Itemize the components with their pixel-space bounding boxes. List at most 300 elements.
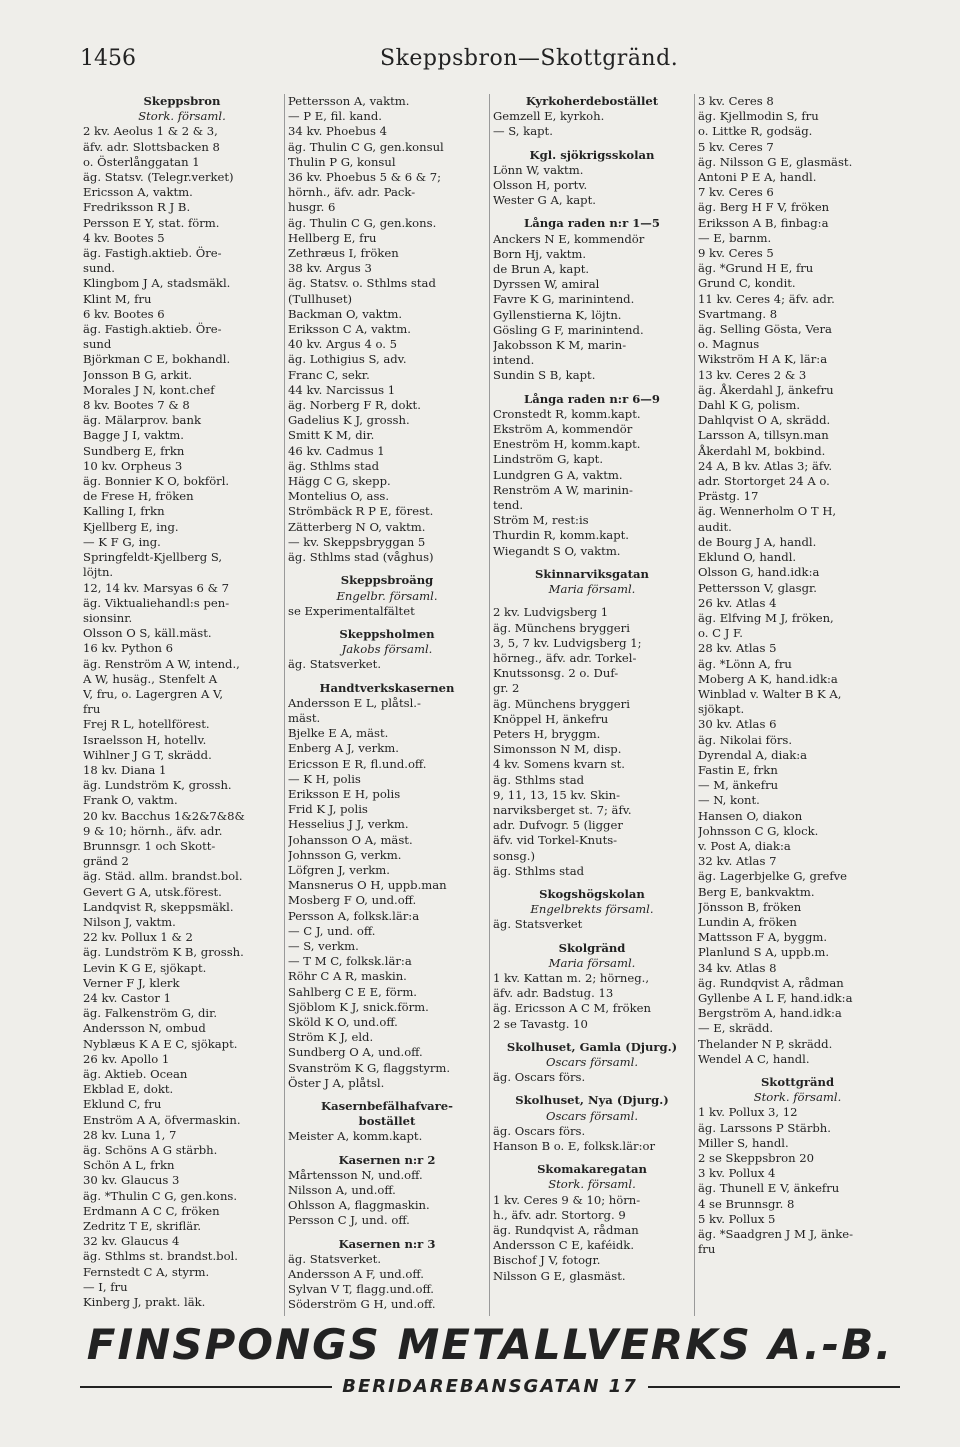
directory-entry: äg. Sthlms stad: [493, 863, 585, 878]
directory-entry: Ekström A, kommendör: [493, 422, 633, 437]
directory-entry: 16 kv. Python 6: [83, 641, 173, 656]
directory-entry: Moberg A K, hand.idk:a: [698, 671, 838, 686]
directory-entry: Wihlner J G T, skrädd.: [83, 747, 212, 762]
directory-entry: 3 kv. Ceres 8: [698, 94, 774, 108]
advertisement-company: FINSPONGS METALLVERKS A.-B.: [86, 1320, 894, 1369]
directory-entry: Ericsson E R, fl.und.off.: [288, 756, 427, 771]
directory-entry: Johnsson G, verkm.: [288, 847, 402, 862]
directory-entry: Mårtensson N, und.off.: [288, 1167, 423, 1182]
directory-entry: tend.: [493, 498, 524, 513]
directory-entry: Fredriksson R J B.: [83, 200, 191, 215]
directory-entry: äg. Bonnier K O, bokförl.: [83, 474, 230, 489]
directory-entry: Larsson A, tillsyn.man: [698, 428, 829, 443]
directory-entry: Dyrssen W, amiral: [493, 277, 600, 292]
directory-entry: Kasernen n:r 2: [338, 1152, 436, 1167]
directory-entry: 1 kv. Kattan m. 2; hörneg.,: [493, 970, 650, 985]
directory-entry: äg. Kjellmodin S, fru: [698, 109, 819, 124]
directory-entry: Renström A W, marinin-: [493, 482, 633, 497]
directory-entry: [493, 879, 691, 887]
directory-entry: Jakobs församl.: [341, 642, 433, 657]
directory-entry: Oscars församl.: [545, 1108, 639, 1123]
directory-entry: Jonsson B G, arkit.: [83, 367, 193, 382]
directory-entry: Verner F J, klerk: [83, 975, 180, 990]
directory-entry: Prästg. 17: [698, 489, 759, 504]
directory-entry: Thurdin R, komm.kapt.: [493, 528, 629, 543]
directory-entry: Eriksson C A, vaktm.: [288, 322, 411, 337]
directory-entry: äg. Thulin C G, gen.konsul: [288, 139, 444, 154]
directory-entry: V, fru, o. Lagergren A V,: [83, 686, 224, 701]
directory-entry: äg. *Lönn A, fru: [698, 656, 792, 671]
directory-entry: 10 kv. Orpheus 3: [83, 458, 183, 473]
directory-entry: narviksberget st. 7; äfv.: [493, 802, 632, 817]
directory-entry: Röhr C A R, maskin.: [288, 969, 407, 984]
directory-entry: Öster J A, plåtsl.: [288, 1075, 385, 1090]
directory-entry: Knutssonsg. 2 o. Duf-: [493, 666, 619, 681]
directory-entry: 26 kv. Atlas 4: [698, 595, 777, 610]
directory-entry: (Tullhuset): [288, 291, 353, 306]
directory-entry: de Frese H, fröken: [83, 489, 194, 504]
directory-entry: äg. Oscars förs.: [493, 1123, 586, 1138]
directory-entry: äg. Åkerdahl J, änkefru: [698, 382, 834, 397]
directory-entry: Mosberg F O, und.off.: [288, 893, 417, 908]
directory-entry: Born Hj, vaktm.: [493, 246, 587, 261]
directory-entry: 46 kv. Cadmus 1: [288, 443, 385, 458]
directory-entry: äg. Rundqvist A, rådman: [493, 1223, 639, 1238]
directory-entry: [493, 208, 691, 216]
directory-entry: Lundin A, fröken: [698, 914, 797, 929]
directory-entry: Bjelke E A, mäst.: [288, 726, 389, 741]
directory-entry: äg. Rundqvist A, rådman: [698, 975, 844, 990]
advertisement-rule-left: [80, 1386, 332, 1388]
directory-entry: Wikström H A K, lär:a: [698, 352, 828, 367]
directory-entry: äg. Aktieb. Ocean: [83, 1067, 188, 1081]
directory-entry: Miller S, handl.: [698, 1135, 789, 1150]
directory-entry: sund.: [83, 261, 115, 276]
directory-entry: Persson E Y, stat. förm.: [83, 215, 220, 230]
directory-entry: Andersson N, ombud: [83, 1021, 206, 1036]
directory-entry: Svanström K G, flaggstyrm.: [288, 1060, 451, 1075]
directory-entry: [493, 933, 691, 941]
directory-entry: äg. Sthlms stad: [493, 772, 585, 787]
directory-entry: äg. Sthlms stad (våghus): [288, 550, 434, 565]
directory-entry: Skolhuset, Gamla (Djurg.): [506, 1039, 678, 1054]
directory-entry: Ström K J, eld.: [288, 1030, 374, 1045]
directory-entry: äg. Falkenström G, dir.: [83, 1006, 218, 1021]
directory-entry: — T M C, folksk.lär:a: [288, 954, 412, 969]
directory-entry: Ström M, rest:is: [493, 513, 589, 528]
directory-entry: — M, änkefru: [698, 778, 779, 793]
directory-entry: Levin K G E, sjökapt.: [83, 960, 207, 975]
directory-entry: Stork. församl.: [138, 109, 226, 124]
directory-entry: Antoni P E A, handl.: [698, 170, 817, 185]
directory-entry: äg. Lagerbjelke G, grefve: [698, 869, 848, 884]
directory-entry: Gyllenbe A L F, hand.idk:a: [698, 990, 853, 1005]
directory-entry: Sylvan V T, flagg.und.off.: [288, 1282, 434, 1297]
directory-entry: 28 kv. Luna 1, 7: [83, 1127, 177, 1142]
directory-entry: Gevert G A, utsk.förest.: [83, 884, 222, 899]
directory-entry: Ohlsson A, flaggmaskin.: [288, 1198, 430, 1213]
directory-entry: Handtverkskasernen: [319, 680, 455, 695]
directory-entry: husgr. 6: [288, 200, 336, 215]
directory-entry: Bagge J I, vaktm.: [83, 428, 184, 443]
directory-entry: Landqvist R, skeppsmäkl.: [83, 899, 234, 914]
directory-entry: äg. Statsverket: [493, 917, 583, 932]
directory-entry: 12, 14 kv. Marsyas 6 & 7: [83, 580, 229, 595]
directory-entry: 44 kv. Narcissus 1: [288, 382, 396, 397]
directory-entry: äfv. vid Torkel-Knuts-: [493, 833, 618, 848]
directory-entry: — K H, polis: [288, 771, 361, 786]
directory-entry: 6 kv. Bootes 6: [83, 306, 165, 321]
directory-entry: Zethræus I, fröken: [288, 246, 399, 261]
directory-entry: Smitt K M, dir.: [288, 428, 375, 443]
directory-entry: Nyblæus K A E C, sjökapt.: [83, 1036, 238, 1051]
directory-entry: Hesselius J J, verkm.: [288, 817, 409, 832]
directory-entry: — E, skrädd.: [698, 1021, 774, 1036]
directory-entry: [288, 1145, 486, 1153]
page-number: 1456: [80, 46, 136, 71]
directory-entry: 26 kv. Apollo 1: [83, 1051, 170, 1066]
directory-entry: äg. Statsverket.: [288, 657, 382, 672]
directory-entry: Andersson C E, kaféidk.: [493, 1238, 635, 1253]
directory-entry: — E, barnm.: [698, 230, 772, 245]
directory-entry: [493, 1154, 691, 1162]
advertisement-address-row: [80, 1376, 900, 1397]
directory-entry: äg. Berg H F V, fröken: [698, 200, 830, 215]
directory-entry: Gösling G F, marinintend.: [493, 322, 644, 337]
directory-entry: Sahlberg C E E, förm.: [288, 984, 417, 999]
advertisement-address: BERIDAREBANSGATAN 17: [342, 1376, 638, 1397]
directory-entry: äfv. adr. Badstug. 13: [493, 986, 614, 1001]
directory-entry: Sundberg E, frkn: [83, 443, 185, 458]
directory-entry: Wester G A, kapt.: [493, 193, 596, 208]
directory-entry: Simonsson N M, disp.: [493, 742, 622, 757]
directory-entry: Åkerdahl M, bokbind.: [698, 443, 826, 458]
directory-entry: Mattsson F A, byggm.: [698, 930, 828, 945]
directory-entry: Gyllenstierna K, löjtn.: [493, 307, 622, 322]
directory-entry: Maria församl.: [548, 582, 636, 597]
directory-entry: Skomakaregatan: [537, 1162, 647, 1177]
directory-entry: — S, verkm.: [288, 938, 359, 953]
directory-entry: Kgl. sjökrigsskolan: [529, 147, 655, 162]
directory-entry: Gadelius K J, grossh.: [288, 413, 410, 428]
directory-entry: Grund C, kondit.: [698, 276, 796, 291]
directory-entry: Kasernbefälhafvare-: [321, 1099, 453, 1113]
directory-entry: Kalling I, frkn: [83, 504, 165, 519]
directory-entry: 2 se Tavastg. 10: [493, 1016, 588, 1031]
advertisement-rule-right: [648, 1386, 900, 1388]
directory-entry: Eklund C, fru: [83, 1097, 162, 1112]
directory-entry: Löfgren J, verkm.: [288, 862, 390, 877]
directory-entry: Thelander N P, skrädd.: [698, 1036, 833, 1051]
directory-entry: Anckers N E, kommendör: [493, 231, 645, 246]
directory-entry: [493, 140, 691, 148]
directory-entry: Skeppsbron: [143, 94, 221, 108]
directory-entry: Kyrkoherdebostället: [525, 94, 659, 108]
directory-entry: Bergström A, hand.idk:a: [698, 1006, 842, 1021]
directory-entry: Sjöblom K J, snick.förm.: [288, 999, 429, 1014]
directory-entry: 24 A, B kv. Atlas 3; äfv.: [698, 458, 833, 473]
directory-entry: äg. Statsv. o. Sthlms stad: [288, 276, 436, 291]
directory-entry: 36 kv. Phoebus 5 & 6 & 7;: [288, 170, 442, 185]
directory-entry: Långa raden n:r 6—9: [524, 391, 660, 406]
directory-column-2: [285, 94, 490, 1316]
directory-entry: Winblad v. Walter B K A,: [698, 686, 842, 701]
directory-entry: äg. Statsv. (Telegr.verket): [83, 170, 234, 185]
directory-entry: [288, 1091, 486, 1099]
directory-entry: o. Magnus: [698, 337, 760, 352]
directory-entry: Eneström H, komm.kapt.: [493, 437, 641, 452]
directory-entry: Hellberg E, fru: [288, 230, 377, 245]
directory-entry: Andersson E L, plåtsl.-: [288, 695, 421, 710]
directory-entry: Morales J N, kont.chef: [83, 382, 215, 397]
directory-entry: audit.: [698, 519, 732, 534]
directory-entry: Pettersson A, vaktm.: [288, 94, 410, 108]
directory-entry: Skottgränd: [760, 1075, 835, 1089]
directory-entry: 8 kv. Bootes 7 & 8: [83, 398, 190, 413]
directory-entry: Mansnerus O H, uppb.man: [288, 878, 447, 893]
directory-entry: Nilson J, vaktm.: [83, 914, 176, 929]
directory-entry: äg. Lothigius S, adv.: [288, 352, 407, 367]
directory-entry: Ekblad E, dokt.: [83, 1082, 174, 1097]
directory-entry: Stork. församl.: [548, 1177, 636, 1192]
directory-entry: 4 se Brunnsgr. 8: [698, 1196, 795, 1211]
directory-entry: Frej R L, hotellförest.: [83, 717, 210, 732]
directory-entry: Skolhuset, Nya (Djurg.): [515, 1093, 669, 1108]
directory-entry: gr. 2: [493, 681, 520, 696]
directory-entry: Strömbäck R P E, förest.: [288, 504, 434, 519]
directory-entry: fru: [698, 1242, 716, 1257]
directory-entry: Kjellberg E, ing.: [83, 519, 179, 534]
directory-entry: Björkman C E, bokhandl.: [83, 352, 231, 367]
directory-entry: Ericsson A, vaktm.: [83, 185, 193, 200]
directory-entry: Eriksson E H, polis: [288, 786, 401, 801]
directory-entry: Hägg C G, skepp.: [288, 474, 391, 489]
directory-entry: Eklund O, handl.: [698, 550, 797, 565]
directory-entry: 4 kv. Somens kvarn st.: [493, 757, 625, 772]
directory-entry: äg. Norberg F R, dokt.: [288, 398, 421, 413]
directory-entry: A W, husäg., Stenfelt A: [83, 671, 218, 686]
directory-entry: Zedritz T E, skriflär.: [83, 1219, 202, 1234]
directory-entry: Peters H, bryggm.: [493, 726, 601, 741]
directory-entry: Montelius O, ass.: [288, 489, 390, 504]
directory-entry: — S, kapt.: [493, 124, 553, 139]
directory-entry: mäst.: [288, 710, 321, 725]
directory-entry: 30 kv. Atlas 6: [698, 717, 777, 732]
directory-entry: Kasernen n:r 3: [338, 1236, 436, 1251]
directory-entry: Frid K J, polis: [288, 802, 368, 817]
directory-entry: Söderström G H, und.off.: [288, 1297, 436, 1312]
directory-entry: Favre K G, marinintend.: [493, 292, 635, 307]
directory-entry: Svartmang. 8: [698, 306, 778, 321]
directory-entry: äg. Statsverket.: [288, 1251, 382, 1266]
directory-entry: v. Post A, diak:a: [698, 838, 791, 853]
page-header: [0, 46, 960, 86]
directory-column-3: [490, 94, 695, 1316]
directory-entry: 3, 5, 7 kv. Ludvigsberg 1;: [493, 635, 642, 650]
directory-entry: Lindström G, kapt.: [493, 452, 604, 467]
directory-entry: 1 kv. Pollux 3, 12: [698, 1105, 798, 1120]
directory-entry: 4 kv. Bootes 5: [83, 230, 165, 245]
directory-entry: de Bourg J A, handl.: [698, 534, 817, 549]
running-title: Skeppsbron—Skottgränd.: [380, 46, 679, 71]
directory-entry: 9 kv. Ceres 5: [698, 246, 774, 261]
directory-entry: Klingbom J A, stadsmäkl.: [83, 276, 231, 291]
directory-entry: [288, 619, 486, 627]
directory-entry: Engelbrekts församl.: [530, 902, 654, 917]
directory-entry: Olsson G, hand.idk:a: [698, 565, 820, 580]
directory-entry: Jakobsson K M, marin-: [493, 338, 627, 353]
directory-entry: äg. *Thulin C G, gen.kons.: [83, 1188, 238, 1203]
directory-entry: äg. Ericsson A C M, fröken: [493, 1001, 651, 1016]
directory-entry: Nilsson G E, glasmäst.: [493, 1268, 626, 1283]
directory-entry: Sköld K O, und.off.: [288, 1014, 398, 1029]
directory-entry: äg. Fastigh.aktieb. Öre-: [83, 322, 222, 337]
directory-entry: sonsg.): [493, 848, 535, 863]
directory-entry: Bischof J V, fotogr.: [493, 1253, 601, 1268]
directory-entry: löjtn.: [83, 565, 114, 580]
directory-entry: Thulin P G, konsul: [288, 154, 396, 169]
directory-entry: o. Österlånggatan 1: [83, 154, 200, 169]
directory-entry: äg. Sthlms st. brandst.bol.: [83, 1249, 238, 1264]
directory-entry: Enström A A, öfvermaskin.: [83, 1112, 241, 1127]
directory-entry: Dahl K G, polism.: [698, 398, 801, 413]
directory-entry: 5 kv. Pollux 5: [698, 1211, 776, 1226]
directory-entry: 9, 11, 13, 15 kv. Skin-: [493, 787, 621, 802]
directory-entry: Dyrendal A, diak:a: [698, 747, 808, 762]
directory-entry: Hanson B o. E, folksk.lär:or: [493, 1139, 656, 1153]
directory-entry: adr. Stortorget 24 A o.: [698, 474, 830, 489]
directory-entry: fru: [83, 702, 101, 717]
directory-entry: äg. Lundström K B, grossh.: [83, 945, 244, 960]
directory-entry: Wiegandt S O, vaktm.: [493, 543, 621, 558]
directory-entry: — N, kont.: [698, 793, 760, 808]
directory-entry: äg. Renström A W, intend.,: [83, 656, 240, 671]
directory-entry: [493, 559, 691, 567]
directory-entry: [493, 1032, 691, 1040]
directory-entry: Kinberg J, prakt. läk.: [83, 1295, 206, 1310]
directory-entry: Hansen O, diakon: [698, 808, 803, 823]
directory-entry: Skinnarviksgatan: [535, 566, 649, 581]
directory-entry: Berg E, bankvaktm.: [698, 884, 815, 899]
directory-entry: 7 kv. Ceres 6: [698, 185, 774, 200]
directory-entry: [288, 673, 486, 681]
directory-entry: [288, 565, 486, 573]
directory-entry: 20 kv. Bacchus 1&2&7&8&: [83, 808, 245, 823]
directory-entry: [288, 1229, 486, 1237]
directory-entry: — I, fru: [83, 1279, 128, 1294]
directory-entry: 34 kv. Phoebus 4: [288, 124, 388, 139]
directory-entry: Franc C, sekr.: [288, 367, 370, 382]
directory-entry: Stork. församl.: [753, 1090, 842, 1105]
directory-entry: 32 kv. Glaucus 4: [83, 1234, 180, 1249]
directory-entry: äg. *Grund H E, fru: [698, 261, 814, 276]
directory-entry: Oscars församl.: [545, 1054, 639, 1069]
directory-entry: — P E, fil. kand.: [288, 109, 382, 124]
directory-entry: Sundberg O A, und.off.: [288, 1045, 423, 1060]
directory-entry: 32 kv. Atlas 7: [698, 854, 777, 869]
directory-entry: Johansson O A, mäst.: [288, 832, 413, 847]
directory-entry: äg. Thunell E V, änkefru: [698, 1181, 840, 1196]
directory-entry: Engelbr. församl.: [336, 588, 438, 603]
directory-entry: se Experimentalfältet: [288, 603, 415, 618]
directory-entry: Andersson A F, und.off.: [288, 1267, 424, 1282]
directory-entry: 2 kv. Ludvigsberg 1: [493, 605, 609, 620]
directory-entry: äg. Münchens bryggeri: [493, 696, 630, 711]
directory-entry: 9 & 10; hörnh., äfv. adr.: [83, 823, 223, 838]
directory-entry: 30 kv. Glaucus 3: [83, 1173, 180, 1188]
directory-entry: 18 kv. Diana 1: [83, 762, 167, 777]
directory-entry: Knöppel H, änkefru: [493, 711, 609, 726]
directory-entry: 40 kv. Argus 4 o. 5: [288, 337, 398, 352]
directory-entry: h., äfv. adr. Stortorg. 9: [493, 1207, 626, 1222]
directory-entry: o. C J F.: [698, 626, 743, 641]
directory-entry: sund: [83, 337, 112, 352]
directory-entry: Wendel A C, handl.: [698, 1051, 810, 1066]
directory-entry: Springfeldt-Kjellberg S,: [83, 550, 223, 565]
directory-entry: Skogshögskolan: [539, 886, 645, 901]
directory-entry: intend.: [493, 353, 535, 368]
directory-entry: äg. Larssons P Stärbh.: [698, 1120, 831, 1135]
directory-entry: äg. Nilsson G E, glasmäst.: [698, 154, 853, 169]
directory-entry: Sundin S B, kapt.: [493, 368, 596, 383]
directory-entry: Johnsson C G, klock.: [698, 823, 819, 838]
directory-entry: 11 kv. Ceres 4; äfv. adr.: [698, 291, 835, 306]
directory-entry: Backman O, vaktm.: [288, 306, 403, 321]
directory-entry: 5 kv. Ceres 7: [698, 139, 774, 154]
directory-entry: Enberg A J, verkm.: [288, 741, 399, 756]
directory-entry: Långa raden n:r 1—5: [524, 216, 660, 231]
directory-entry: Skeppsholmen: [339, 626, 435, 641]
directory-entry: Zätterberg N O, vaktm.: [288, 519, 426, 534]
directory-entry: sjökapt.: [698, 702, 745, 717]
directory-entry: hörnh., äfv. adr. Pack-: [288, 185, 416, 200]
directory-entry: Lundgren G A, vaktm.: [493, 467, 623, 482]
directory-entry: Meister A, komm.kapt.: [288, 1129, 423, 1144]
directory-entry: [698, 1067, 897, 1075]
directory-entry: Planlund S A, uppb.m.: [698, 945, 830, 960]
directory-entry: äg. Wennerholm O T H,: [698, 504, 837, 519]
directory-entry: — C J, und. off.: [288, 923, 376, 938]
directory-entry: äg. Selling Gösta, Vera: [698, 322, 832, 337]
directory-entry: Persson C J, und. off.: [288, 1213, 410, 1228]
directory-column-4: [695, 94, 900, 1316]
directory-entry: 3 kv. Pollux 4: [698, 1166, 776, 1181]
directory-entry: äg. Oscars förs.: [493, 1070, 586, 1085]
directory-entry: 1 kv. Ceres 9 & 10; hörn-: [493, 1192, 641, 1207]
directory-entry: Pettersson V, glasgr.: [698, 580, 817, 595]
directory-entry: äg. Städ. allm. brandst.bol.: [83, 869, 243, 884]
directory-entry: [493, 597, 691, 605]
directory-entry: Israelsson H, hotellv.: [83, 732, 207, 747]
directory-entry: [493, 384, 691, 392]
directory-entry: gränd 2: [83, 854, 129, 869]
directory-entry: o. Littke R, godsäg.: [698, 124, 813, 139]
directory-entry: Nilsson A, und.off.: [288, 1183, 396, 1198]
directory-entry: Eriksson A B, finbag:a: [698, 215, 829, 230]
directory-entry: [493, 1085, 691, 1093]
directory-entry: Fernstedt C A, styrm.: [83, 1264, 210, 1279]
directory-entry: äg. *Saadgren J M J, änke-: [698, 1227, 854, 1242]
directory-entry: Dahlqvist O A, skrädd.: [698, 413, 831, 428]
directory-entry: 22 kv. Pollux 1 & 2: [83, 930, 193, 945]
directory-entry: Persson A, folksk.lär:a: [288, 908, 420, 923]
directory-entry: 24 kv. Castor 1: [83, 990, 171, 1005]
directory-entry: sionsinr.: [83, 610, 133, 625]
directory-entry: 28 kv. Atlas 5: [698, 641, 777, 656]
directory-entry: Lönn W, vaktm.: [493, 162, 584, 177]
directory-entry: adr. Dufvogr. 5 (ligger: [493, 818, 623, 833]
directory-entry: Schön A L, frkn: [83, 1158, 175, 1173]
